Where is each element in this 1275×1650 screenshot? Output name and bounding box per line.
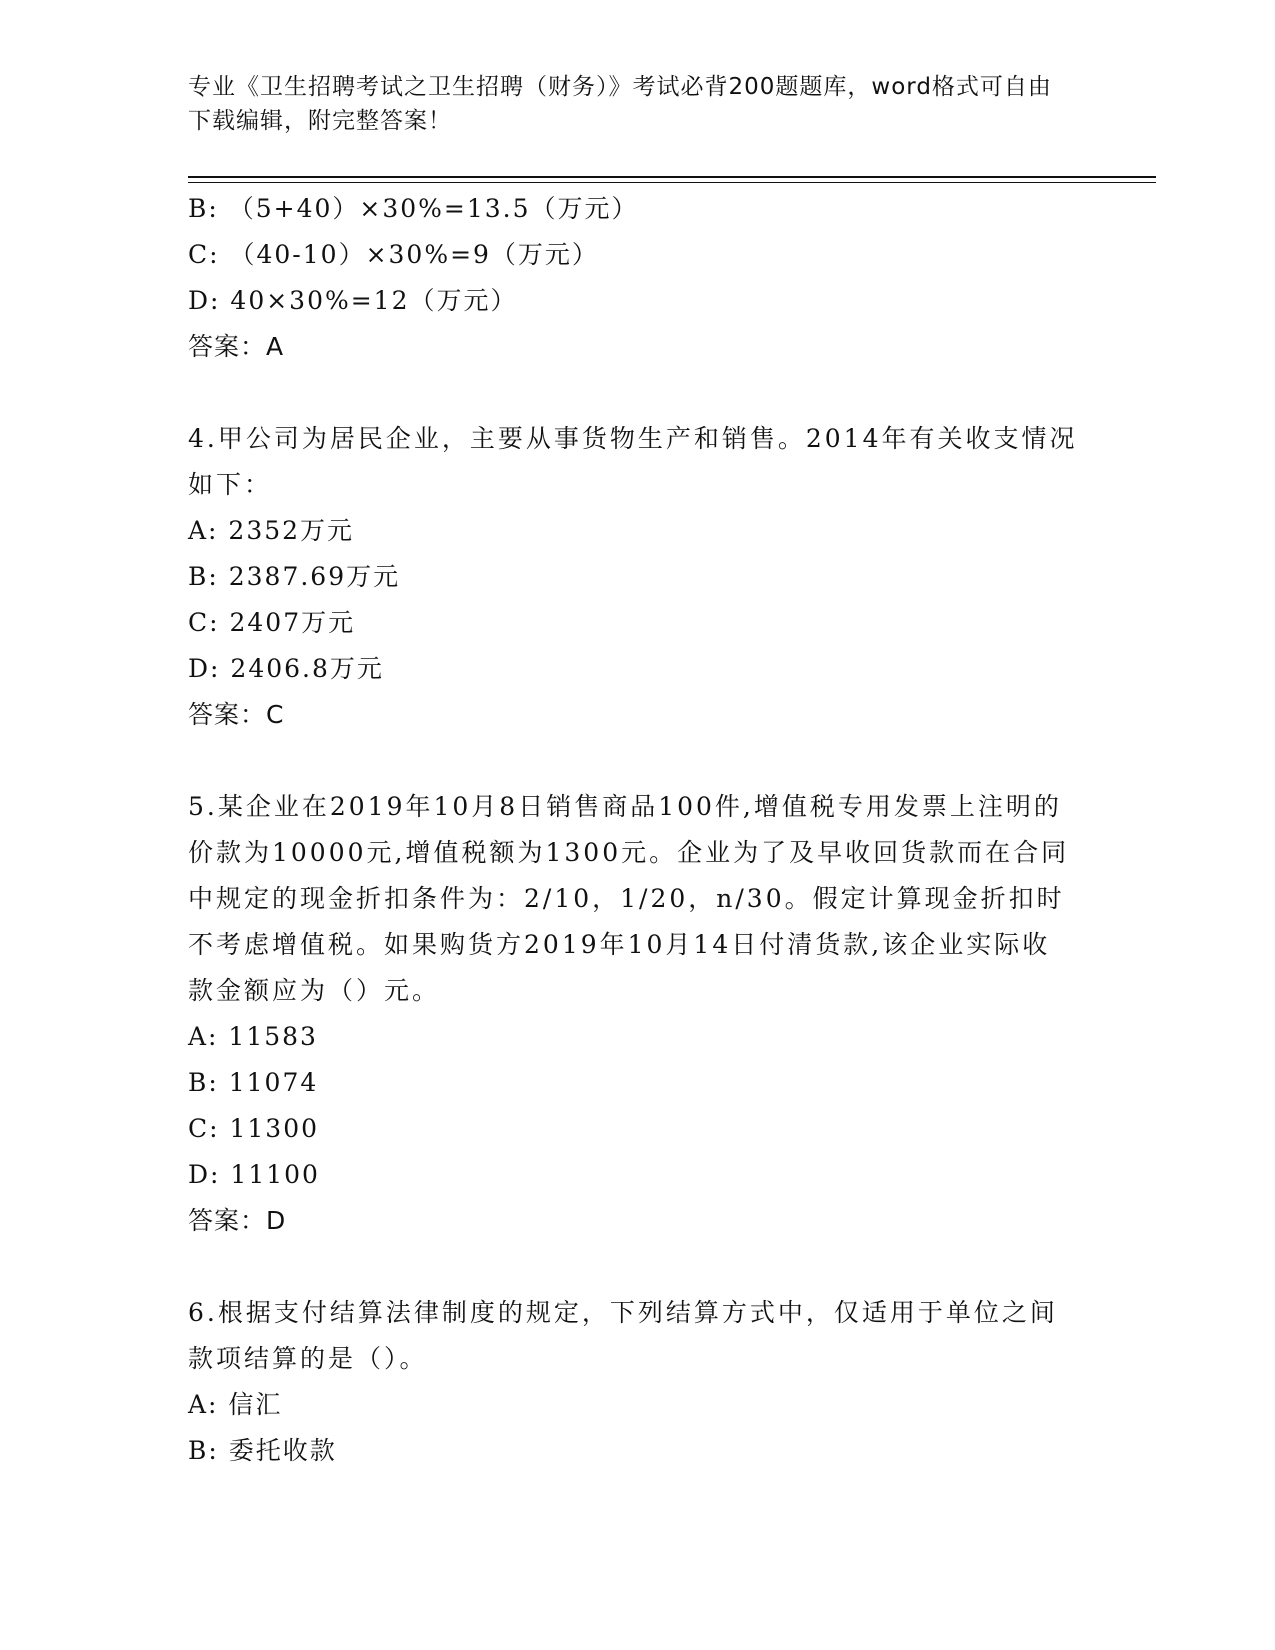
option-a: A: 11583 — [188, 1022, 318, 1051]
question-text: 4.甲公司为居民企业，主要从事货物生产和销售。2014年有关收支情况如下： — [188, 424, 1078, 499]
answer-line: 答案：D — [188, 1206, 287, 1235]
option-b: B: 2387.69万元 — [188, 562, 401, 591]
spacer — [188, 1244, 1078, 1290]
option-b: B: 11074 — [188, 1068, 319, 1097]
question-5 — [188, 784, 1078, 1244]
question-list — [188, 186, 1078, 1474]
option-a: A: 2352万元 — [188, 516, 355, 545]
option-b: B: （5+40）×30%=13.5（万元） — [188, 194, 639, 223]
question-6 — [188, 1290, 1078, 1474]
header-divider-thin — [188, 182, 1156, 183]
answer-line: 答案：C — [188, 700, 285, 729]
header-divider-thick — [188, 176, 1156, 178]
option-c: C: 11300 — [188, 1114, 320, 1143]
page-header: 专业《卫生招聘考试之卫生招聘（财务）》考试必背200题题库，word格式可自由下载编辑，附完整答案！ — [188, 74, 1052, 134]
option-d: D: 40×30%=12（万元） — [188, 286, 518, 315]
answer-line: 答案：A — [188, 332, 285, 361]
spacer — [188, 738, 1078, 784]
option-d: D: 2406.8万元 — [188, 654, 384, 683]
question-text: 6.根据支付结算法律制度的规定，下列结算方式中，仅适用于单位之间款项结算的是（）。 — [188, 1298, 1058, 1373]
spacer — [188, 370, 1078, 416]
option-c: C: （40-10）×30%=9（万元） — [188, 240, 599, 269]
question-3-tail — [188, 186, 1078, 370]
question-4 — [188, 416, 1078, 738]
option-c: C: 2407万元 — [188, 608, 356, 637]
question-text: 5.某企业在2019年10月8日销售商品100件,增值税专用发票上注明的价款为10000元,增值税额为1300元。企业为了及早收回货款而在合同中规定的现金折扣条件为：2/10，1/20，n/30。假定计算现金折扣时不考虑增值税。如果购货方2019年10月14日付清货款,该企业实际收款金额应为（）元。 — [188, 792, 1070, 1005]
option-d: D: 11100 — [188, 1160, 320, 1189]
option-b: B: 委托收款 — [188, 1436, 337, 1465]
option-a: A: 信汇 — [188, 1390, 283, 1419]
